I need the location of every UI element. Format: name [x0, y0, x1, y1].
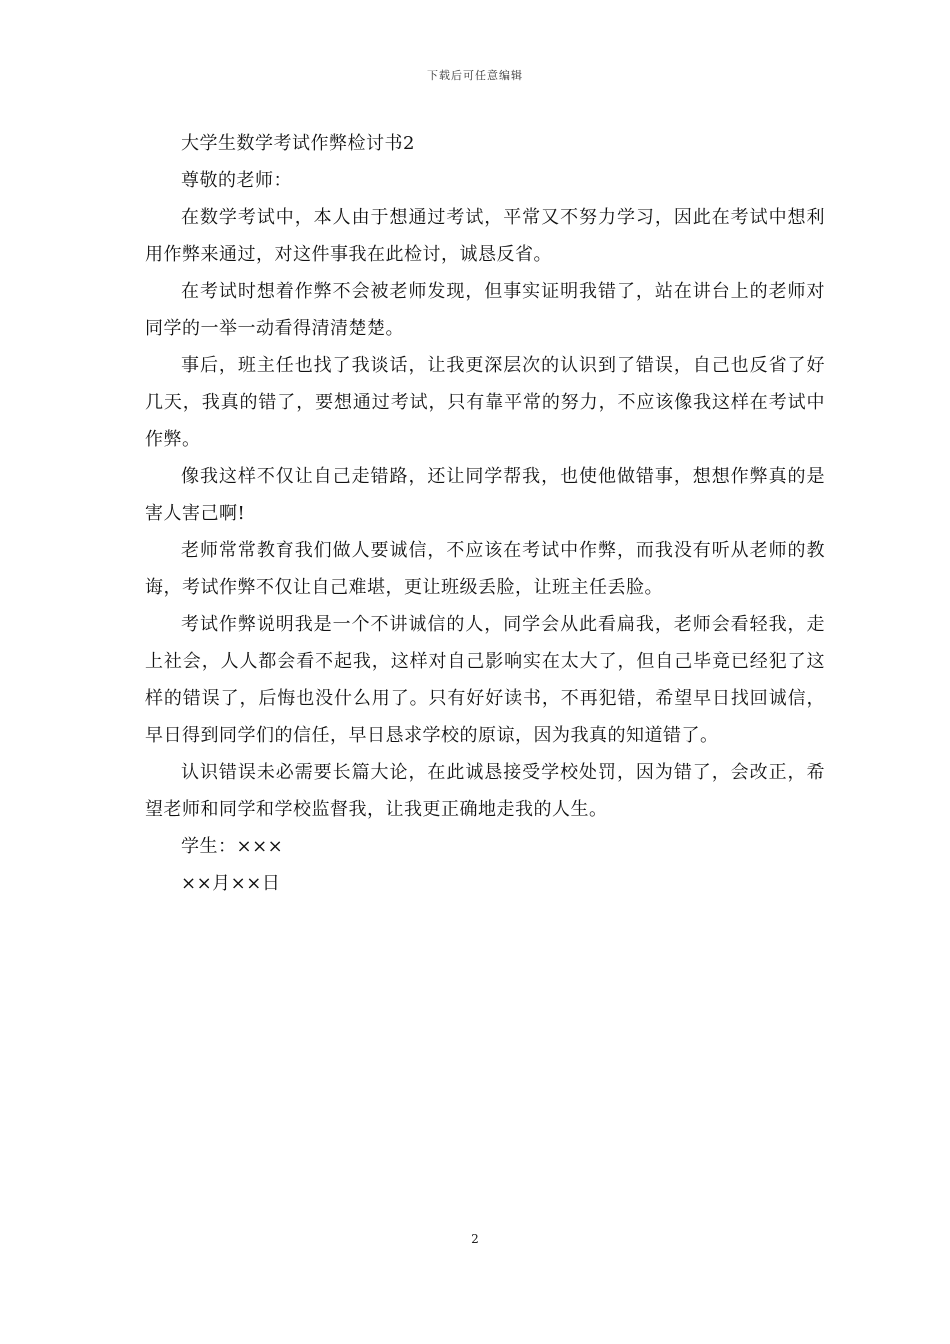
- paragraph-2: 在考试时想着作弊不会被老师发现，但事实证明我错了，站在讲台上的老师对同学的一举一动看得清清楚楚。: [145, 281, 825, 339]
- date: ××月××日: [181, 873, 281, 894]
- page-header: 下载后可任意编辑: [427, 69, 523, 82]
- signature: 学生：×××: [181, 836, 284, 857]
- paragraph-5: 老师常常教育我们做人要诚信，不应该在考试中作弊，而我没有听从老师的教诲，考试作弊不仅让自己难堪，更让班级丢脸，让班主任丢脸。: [145, 540, 825, 598]
- paragraph-1: 在数学考试中，本人由于想通过考试，平常又不努力学习，因此在考试中想利用作弊来通过，对这件事我在此检讨，诚恳反省。: [145, 207, 825, 265]
- paragraph-7: 认识错误未必需要长篇大论，在此诚恳接受学校处罚，因为错了，会改正，希望老师和同学和学校监督我，让我更正确地走我的人生。: [145, 762, 825, 820]
- document-body: [145, 125, 825, 902]
- page-number: 2: [471, 1232, 479, 1246]
- salutation: 尊敬的老师：: [181, 170, 292, 191]
- paragraph-4: 像我这样不仅让自己走错路，还让同学帮我，也使他做错事，想想作弊真的是害人害己啊!: [145, 466, 825, 524]
- paragraph-6: 考试作弊说明我是一个不讲诚信的人，同学会从此看扁我，老师会看轻我，走上社会，人人都会看不起我，这样对自己影响实在太大了，但自己毕竟已经犯了这样的错误了，后悔也没什么用了。只有好好读书，不再犯错，希望早日找回诚信，早日得到同学们的信任，早日恳求学校的原谅，因为我真的知道错了。: [145, 614, 825, 746]
- document-title: 大学生数学考试作弊检讨书2: [181, 133, 415, 154]
- paragraph-3: 事后，班主任也找了我谈话，让我更深层次的认识到了错误，自己也反省了好几天，我真的错了，要想通过考试，只有靠平常的努力，不应该像我这样在考试中作弊。: [145, 355, 825, 450]
